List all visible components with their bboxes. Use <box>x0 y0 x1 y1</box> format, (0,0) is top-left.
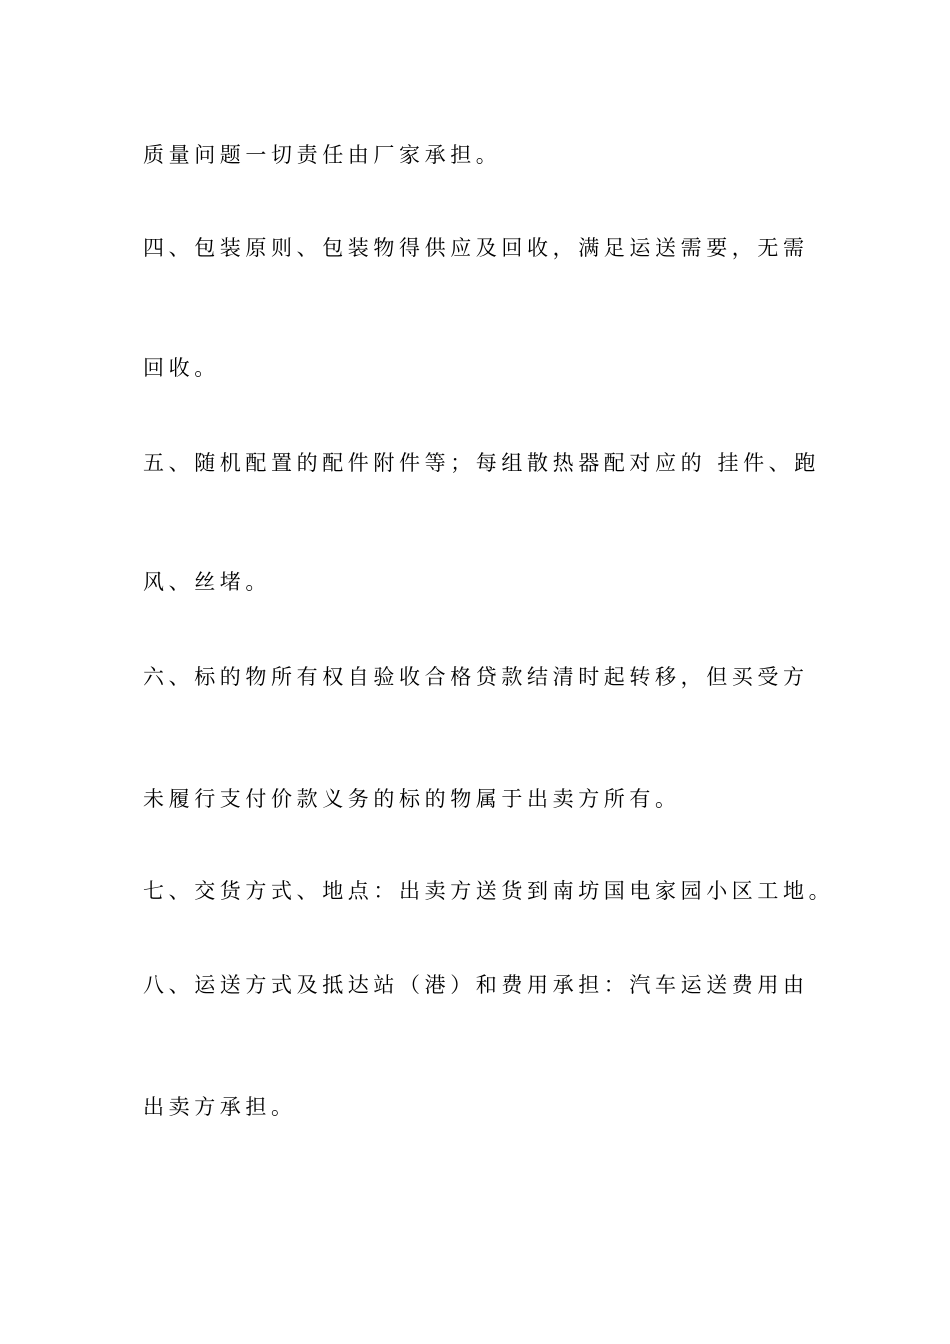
clause-six-line: 六、标的物所有权自验收合格贷款结清时起转移，但买受方 <box>143 665 809 689</box>
clause-four-line: 四、包装原则、包装物得供应及回收，满足运送需要，无需 <box>143 236 809 260</box>
clause-five-line: 五、随机配置的配件附件等；每组散热器配对应的 挂件、跑 <box>143 451 820 475</box>
clause-six-continuation: 未履行支付价款义务的标的物属于出卖方所有。 <box>143 787 681 811</box>
clause-seven-line: 七、交货方式、地点：出卖方送货到南坊国电家园小区工地。 <box>143 879 835 903</box>
clause-eight-line: 八、运送方式及抵达站（港）和费用承担：汽车运送费用由 <box>143 973 809 997</box>
clause-five-continuation: 风、丝堵。 <box>143 570 271 594</box>
text-line: 质量问题一切责任由厂家承担。 <box>143 143 502 167</box>
clause-four-continuation: 回收。 <box>143 356 220 380</box>
clause-eight-continuation: 出卖方承担。 <box>143 1095 297 1119</box>
